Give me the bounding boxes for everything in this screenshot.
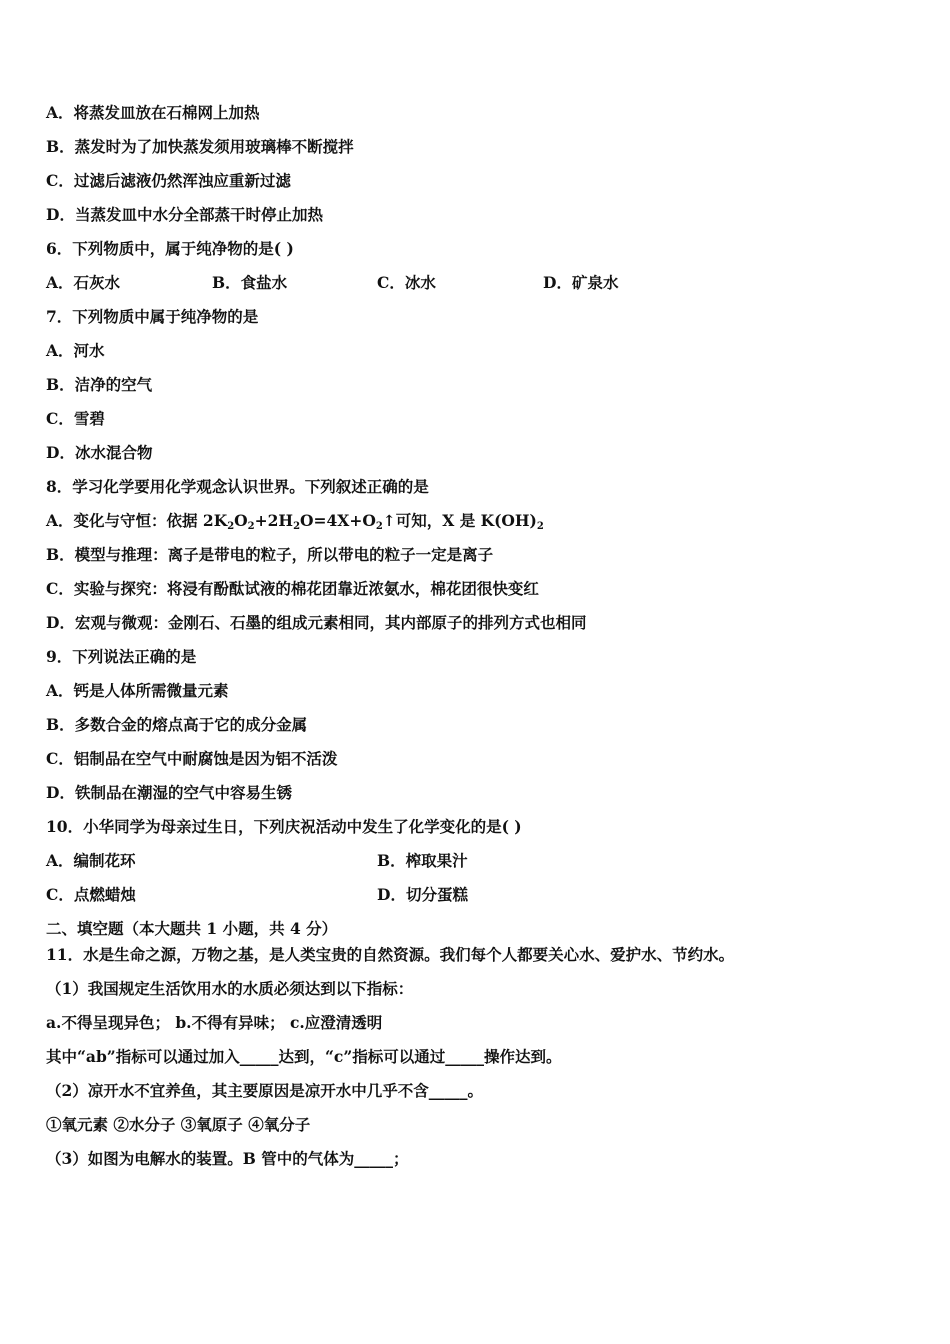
q10-option-c: C．点燃蜡烛	[46, 885, 136, 904]
q11-part2	[46, 1081, 483, 1101]
q6-option-b: B．食盐水	[212, 273, 288, 292]
q6-option-a: A．石灰水	[46, 273, 121, 292]
q11-part2-choices: ①氧元素 ②水分子 ③氧原子 ④氧分子	[46, 1115, 311, 1134]
q11-part3-text: （3）如图为电解水的装置。B 管中的气体为	[46, 1149, 355, 1168]
q11-part1: （1）我国规定生活饮用水的水质必须达到以下指标：	[46, 979, 414, 998]
q7-stem: 7．下列物质中属于纯净物的是	[46, 307, 259, 326]
q5-option-c: C．过滤后滤液仍然浑浊应重新过滤	[46, 171, 291, 190]
q11-part1-fill	[46, 1047, 562, 1067]
q10-stem: 10．小华同学为母亲过生日，下列庆祝活动中发生了化学变化的是( )	[46, 817, 522, 836]
q8-a-sub1: 2	[227, 521, 235, 532]
q6-stem: 6．下列物质中，属于纯净物的是( )	[46, 239, 294, 258]
q8-a-sub2: 2	[247, 521, 255, 532]
q11-part1-items: a.不得呈现异色； b.不得有异味； c.应澄清透明	[46, 1013, 383, 1032]
q8-option-b: B．模型与推理：离子是带电的粒子，所以带电的粒子一定是离子	[46, 545, 494, 564]
q8-a-sub3: 2	[293, 521, 301, 532]
q8-a-sub4: 2	[375, 521, 383, 532]
q8-a-text3: O=4X+O	[300, 511, 376, 530]
q7-option-c: C．雪碧	[46, 409, 105, 428]
q7-option-a: A．河水	[46, 341, 105, 360]
answer-blank-4[interactable]: _____	[354, 1149, 394, 1168]
q8-a-prefix: A．变化与守恒：依据 2K	[46, 511, 228, 530]
q10-option-a: A．编制花环	[46, 851, 136, 870]
q8-a-sub5: 2	[536, 521, 544, 532]
q11-fill-text-b: 达到，“c”指标可以通过	[278, 1047, 446, 1066]
q11-part2-end: 。	[467, 1081, 484, 1100]
q8-option-d: D．宏观与微观：金刚石、石墨的组成元素相同，其内部原子的排列方式也相同	[46, 613, 587, 632]
q8-a-text4: ↑可知，X 是 K(OH)	[382, 511, 537, 530]
q5-option-d: D．当蒸发皿中水分全部蒸干时停止加热	[46, 205, 323, 224]
answer-blank-3[interactable]: _____	[428, 1081, 468, 1100]
q11-part2-text: （2）凉开水不宜养鱼，其主要原因是凉开水中几乎不含	[46, 1081, 429, 1100]
q9-option-c: C．铝制品在空气中耐腐蚀是因为铝不活泼	[46, 749, 338, 768]
q9-option-b: B．多数合金的熔点高于它的成分金属	[46, 715, 308, 734]
q8-option-c: C．实验与探究：将浸有酚酞试液的棉花团靠近浓氨水，棉花团很快变红	[46, 579, 539, 598]
q11-fill-text-a: 其中“ab”指标可以通过加入	[46, 1047, 240, 1066]
q9-stem: 9．下列说法正确的是	[46, 647, 197, 666]
q10-option-d: D．切分蛋糕	[377, 885, 468, 904]
q8-a-text2: +2H	[254, 511, 294, 530]
q6-option-d: D．矿泉水	[543, 273, 619, 292]
answer-blank-1[interactable]: _____	[239, 1047, 279, 1066]
q10-option-b: B．榨取果汁	[377, 851, 468, 870]
q11-stem: 11．水是生命之源，万物之基，是人类宝贵的自然资源。我们每个人都要关心水、爱护水、节约水。	[46, 945, 735, 964]
q6-option-c: C．冰水	[377, 273, 436, 292]
q8-stem: 8．学习化学要用化学观念认识世界。下列叙述正确的是	[46, 477, 429, 496]
q7-option-b: B．洁净的空气	[46, 375, 153, 394]
q9-option-d: D．铁制品在潮湿的空气中容易生锈	[46, 783, 292, 802]
q11-part3-end: ；	[393, 1149, 409, 1168]
q5-option-b: B．蒸发时为了加快蒸发须用玻璃棒不断搅拌	[46, 137, 354, 156]
q5-option-a: A．将蒸发皿放在石棉网上加热	[46, 103, 260, 122]
q11-fill-text-c: 操作达到。	[484, 1047, 562, 1066]
answer-blank-2[interactable]: _____	[445, 1047, 484, 1066]
q8-option-a	[46, 511, 544, 531]
q11-part3	[46, 1149, 409, 1169]
q8-a-text1: O	[234, 511, 248, 530]
q9-option-a: A．钙是人体所需微量元素	[46, 681, 229, 700]
section2-heading: 二、填空题（本大题共 1 小题，共 4 分）	[46, 919, 338, 938]
q7-option-d: D．冰水混合物	[46, 443, 153, 462]
